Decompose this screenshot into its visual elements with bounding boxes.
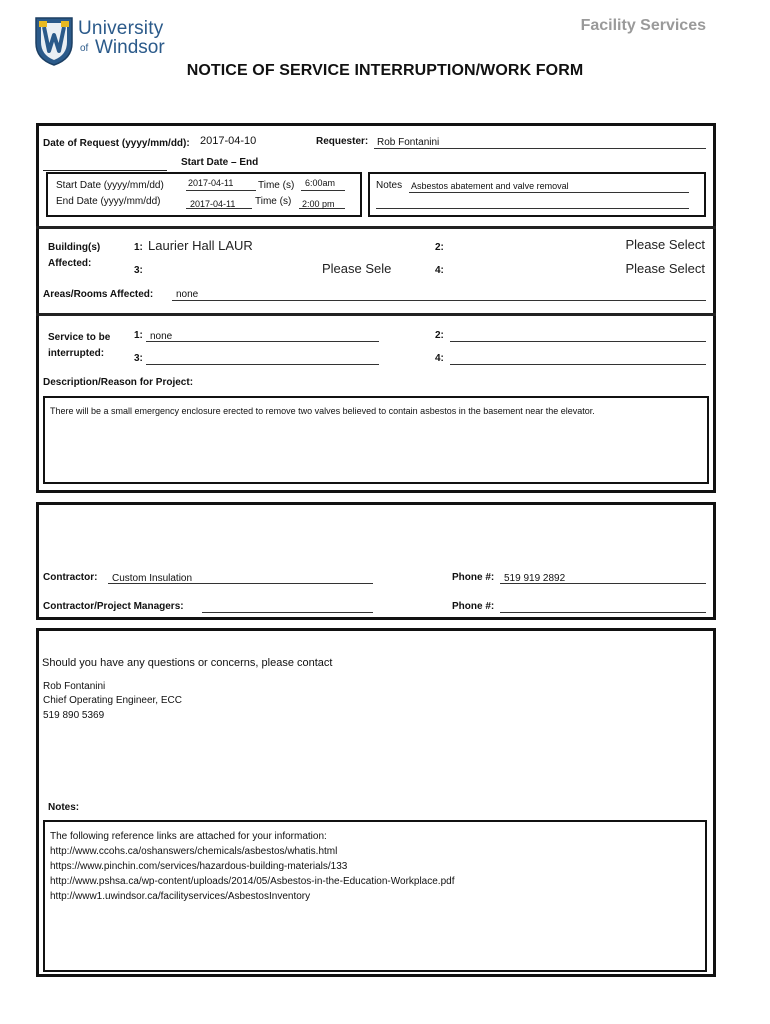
contractor-label: Contractor:: [43, 572, 98, 583]
contractor-field[interactable]: Custom Insulation: [112, 573, 193, 584]
building-2-number: 2:: [435, 242, 444, 253]
logo-university-text: University: [78, 18, 164, 39]
project-managers-label: Contractor/Project Managers:: [43, 601, 184, 612]
reference-link[interactable]: http://www1.uwindsor.ca/facilityservices/AsbestosInventory: [50, 891, 311, 902]
service-label-2: interrupted:: [48, 348, 105, 359]
date-of-request-field[interactable]: 2017-04-10: [200, 135, 257, 147]
date-of-request-label: Date of Request (yyyy/mm/dd):: [43, 138, 190, 149]
notes-box: [368, 172, 706, 217]
reference-link[interactable]: https://www.pinchin.com/services/hazardous-building-materials/133: [50, 861, 348, 872]
project-managers-field[interactable]: [202, 600, 373, 613]
building-2-select[interactable]: Please Select: [625, 237, 705, 252]
start-date-field[interactable]: 2017-04-11: [188, 178, 234, 188]
department-name: Facility Services: [580, 17, 706, 34]
service-2-number: 2:: [435, 330, 444, 341]
contact-phone: 519 890 5369: [43, 710, 105, 721]
contractor-phone-label: Phone #:: [452, 572, 495, 583]
areas-label: Areas/Rooms Affected:: [43, 289, 154, 300]
building-3-select[interactable]: Please Sele: [322, 261, 392, 276]
buildings-label-2: Affected:: [48, 258, 92, 269]
service-1-line: [146, 329, 379, 342]
end-date-label: End Date (yyyy/mm/dd): [56, 196, 161, 207]
end-date-field[interactable]: 2017-04-11: [190, 199, 236, 209]
end-time-label: Time (s): [255, 196, 292, 207]
service-label: Service to be: [48, 332, 111, 343]
contractor-phone-field[interactable]: 519 919 2892: [504, 573, 566, 584]
divider-short: [43, 170, 167, 171]
areas-line: [172, 288, 706, 301]
service-4-number: 4:: [435, 353, 444, 364]
service-1-field[interactable]: none: [150, 331, 173, 342]
building-1-select[interactable]: Laurier Hall LAUR: [148, 238, 253, 253]
shield-logo-icon: [33, 15, 75, 67]
service-3-number: 3:: [134, 353, 143, 364]
start-time-field[interactable]: 6:00am: [305, 178, 336, 188]
requester-field[interactable]: Rob Fontanini: [377, 137, 440, 148]
end-time-field[interactable]: 2:00 pm: [302, 199, 335, 209]
logo-windsor-text: Windsor: [95, 37, 165, 58]
service-3-field[interactable]: [146, 352, 379, 365]
areas-field[interactable]: none: [176, 289, 199, 300]
contact-intro: Should you have any questions or concerns, please contact: [42, 657, 333, 669]
reference-link[interactable]: http://www.pshsa.ca/wp-content/uploads/2014/05/Asbestos-in-the-Education-Workplace.pdf: [50, 876, 455, 887]
notes-line-2: [376, 196, 689, 209]
building-3-number: 3:: [134, 265, 143, 276]
building-4-select[interactable]: Please Select: [625, 261, 705, 276]
section-divider-1: [36, 226, 716, 229]
start-time-label: Time (s): [258, 180, 295, 191]
reference-link[interactable]: http://www.ccohs.ca/oshanswers/chemicals/asbestos/whatis.html: [50, 846, 338, 857]
contact-role: Chief Operating Engineer, ECC: [43, 695, 182, 706]
service-2-field[interactable]: [450, 329, 706, 342]
bottom-notes-label: Notes:: [48, 802, 80, 813]
building-4-number: 4:: [435, 265, 444, 276]
pm-phone-label: Phone #:: [452, 601, 495, 612]
section-divider-2: [36, 313, 716, 316]
logo-of-text: of: [80, 43, 89, 54]
buildings-label: Building(s): [48, 242, 101, 253]
description-label: Description/Reason for Project:: [43, 377, 194, 388]
description-text: There will be a small emergency enclosure erected to remove two valves believed to contain asbestos in the basement near the elevator.: [50, 406, 595, 416]
building-1-number: 1:: [134, 242, 143, 253]
requester-label: Requester:: [316, 136, 369, 147]
notes-field[interactable]: Asbestos abatement and valve removal: [411, 181, 569, 191]
notes-label: Notes: [376, 180, 403, 191]
service-4-field[interactable]: [450, 352, 706, 365]
start-end-label: Start Date – End: [181, 157, 259, 168]
pm-phone-field[interactable]: [500, 600, 706, 613]
notes-line: The following reference links are attached for your information:: [50, 831, 327, 842]
start-date-label: Start Date (yyyy/mm/dd): [56, 180, 164, 191]
contact-name: Rob Fontanini: [43, 681, 106, 692]
service-1-number: 1:: [134, 330, 143, 341]
form-title: NOTICE OF SERVICE INTERRUPTION/WORK FORM: [186, 62, 584, 79]
